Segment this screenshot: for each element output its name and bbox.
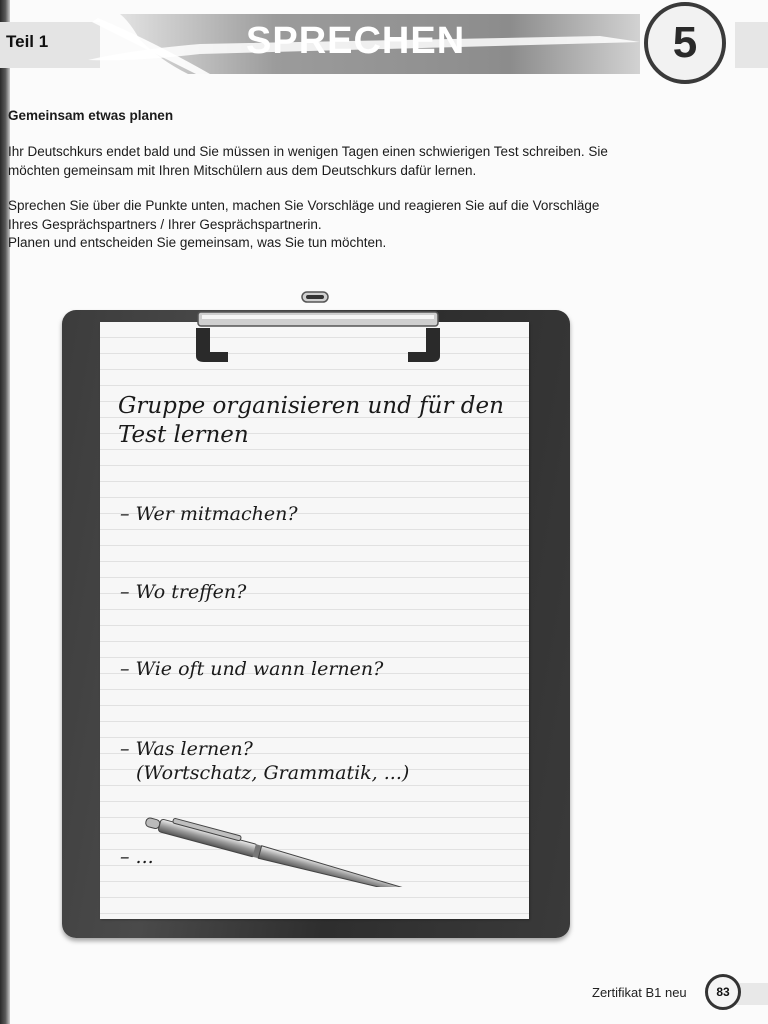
- paragraph-line: möchten gemeinsam mit Ihren Mitschülern aus dem Deutschkurs dafür lernen.: [8, 162, 477, 178]
- paragraph-line: Sprechen Sie über die Punkte unten, machen Sie Vorschläge und reagieren Sie auf die Vorschläge: [8, 198, 600, 213]
- paragraph-line: Ihres Gesprächspartners / Ihrer Gesprächspartnerin.: [8, 216, 322, 232]
- clipboard-item-detail: (Wortschatz, Grammatik, ...): [136, 762, 410, 784]
- task-paragraph-2: [8, 197, 708, 253]
- clipboard-item: – Wer mitmachen?: [120, 503, 298, 525]
- clipboard-title: Gruppe organisieren und für den Test lernen: [118, 393, 504, 448]
- task-heading: Gemeinsam etwas planen: [8, 108, 174, 123]
- clipboard-item: [120, 737, 409, 785]
- part-label: Teil 1: [6, 32, 49, 51]
- clipboard-clip-icon: [188, 288, 448, 368]
- clipboard-item: – Wie oft und wann lernen?: [120, 658, 384, 680]
- clipboard-item-line: – Was lernen?: [120, 738, 253, 760]
- clipboard-item: – Wo treffen?: [120, 581, 247, 603]
- section-title: SPRECHEN: [246, 20, 466, 62]
- paragraph-line: Ihr Deutschkurs endet bald und Sie müssen in wenigen Tagen einen schwierigen Test schreiben. Sie: [8, 144, 608, 159]
- book-title: Zertifikat B1 neu: [592, 985, 687, 1000]
- pen-icon: [142, 812, 442, 887]
- section-number: 5: [672, 18, 698, 67]
- page-number: 83: [705, 974, 741, 1010]
- clipboard-item: – ...: [120, 846, 154, 868]
- task-paragraph-1: [8, 143, 708, 180]
- paragraph-line: Planen und entscheiden Sie gemeinsam, was Sie tun möchten.: [8, 235, 387, 250]
- section-header: [0, 0, 768, 90]
